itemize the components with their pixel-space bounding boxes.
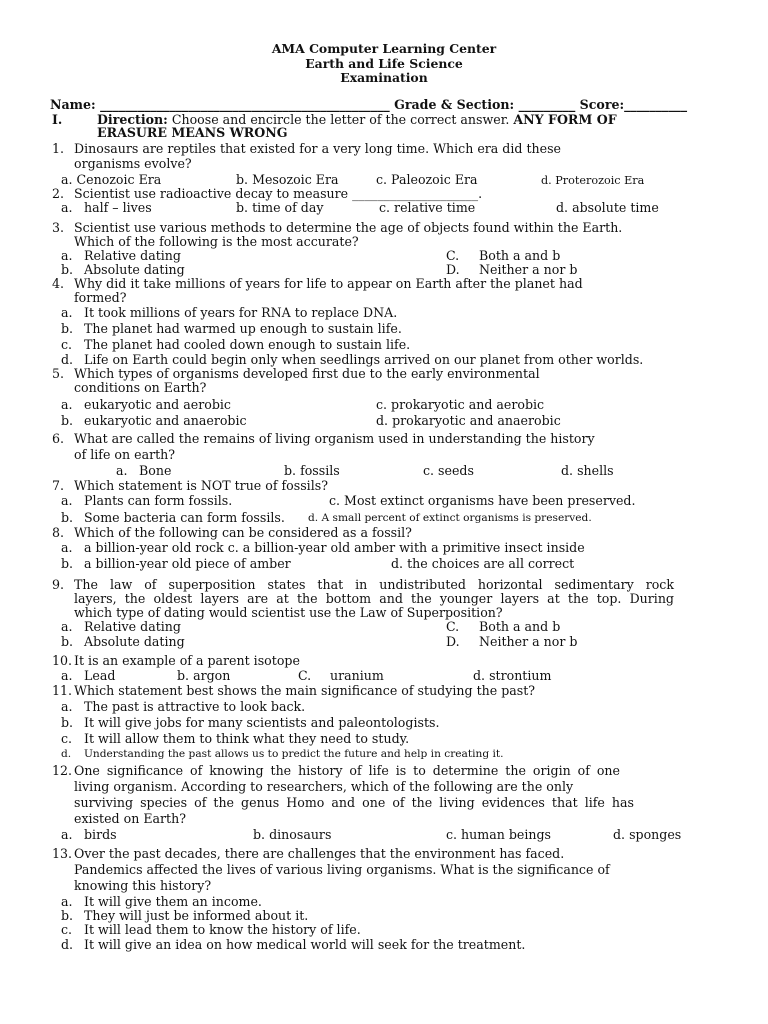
subject-name: Earth and Life Science <box>305 56 463 71</box>
question-text: Which of the following is the most accurate? <box>74 234 359 249</box>
choice-c[interactable]: uranium <box>330 668 384 683</box>
question-number: 3. <box>52 220 65 235</box>
question-number: 13. <box>52 846 73 861</box>
choice-b[interactable]: It will give jobs for many scientists and paleontologists. <box>84 715 440 730</box>
choice-c[interactable]: c. Most extinct organisms have been preserved. <box>329 493 636 508</box>
choice-d[interactable]: Neither a nor b <box>479 262 578 277</box>
choice-d[interactable]: Understanding the past allows us to predict the future and help in creating it. <box>84 748 504 760</box>
choice-d[interactable]: d. strontium <box>473 668 552 683</box>
choice-c[interactable]: It will lead them to know the history of life. <box>84 922 361 937</box>
choice-a[interactable]: Bone <box>139 463 172 478</box>
choice-a[interactable]: a. Cenozoic Era <box>61 172 162 187</box>
choice-letter: a. <box>61 668 73 683</box>
choice-b[interactable]: eukaryotic and anaerobic <box>84 413 247 428</box>
warning-text-1: ANY FORM OF <box>513 112 617 127</box>
choice-letter: b. <box>61 556 74 571</box>
choice-letter: a. <box>61 397 73 412</box>
info-line <box>50 97 687 112</box>
choice-d[interactable]: d. prokaryotic and anaerobic <box>376 413 561 428</box>
choice-b[interactable]: b. argon <box>177 668 231 683</box>
choice-letter: a. <box>116 463 128 478</box>
choice-c[interactable]: The planet had cooled down enough to sustain life. <box>84 337 411 352</box>
question-text: conditions on Earth? <box>74 380 207 395</box>
question-number: 12. <box>52 763 73 778</box>
choice-b[interactable]: b. fossils <box>284 463 340 478</box>
grade-blank[interactable]: _________ <box>518 97 576 112</box>
choice-b[interactable]: The planet had warmed up enough to sustain life. <box>84 321 402 336</box>
name-label: Name: <box>50 97 96 112</box>
choice-a[interactable]: Plants can form fossils. <box>84 493 233 508</box>
choice-letter: D. <box>446 262 460 277</box>
question-number: 2. <box>52 186 65 201</box>
choice-letter: a. <box>61 827 73 842</box>
question-number: 5. <box>52 366 65 381</box>
choice-c[interactable]: Both a and b <box>479 248 561 263</box>
score-blank[interactable]: __________ <box>624 97 688 112</box>
choice-letter: b. <box>61 413 74 428</box>
choice-c[interactable]: c. relative time <box>379 200 476 215</box>
choice-letter: b. <box>61 262 74 277</box>
choice-a[interactable]: Relative dating <box>84 248 181 263</box>
choice-letter: d. <box>61 748 72 760</box>
warning-text-2: ERASURE MEANS WRONG <box>97 125 288 140</box>
choice-b[interactable]: Absolute dating <box>84 634 185 649</box>
question-text: Which types of organisms developed first due to the early environmental <box>74 366 540 381</box>
question-text: The law of superposition states that in undistributed horizontal sedimentary rock <box>74 577 674 592</box>
choice-letter: d. <box>61 937 74 952</box>
question-text: which type of dating would scientist use the Law of Superposition? <box>74 605 503 620</box>
choice-letter: C. <box>446 248 460 263</box>
choice-letter: a. <box>61 305 73 320</box>
question-text: Which of the following can be considered as a fossil? <box>74 525 412 540</box>
choice-a[interactable]: Lead <box>84 668 116 683</box>
question-text: Dinosaurs are reptiles that existed for a very long time. Which era did these <box>74 141 561 156</box>
choice-d[interactable]: d. Proterozoic Era <box>541 174 645 187</box>
question-text: Which statement best shows the main significance of studying the past? <box>74 683 536 698</box>
question-text: organisms evolve? <box>74 156 192 171</box>
direction-text: Choose and encircle the letter of the correct answer. <box>171 112 510 127</box>
choice-d[interactable]: d. shells <box>561 463 614 478</box>
question-number: 6. <box>52 431 65 446</box>
choice-letter: c. <box>61 731 73 746</box>
question-number: 4. <box>52 276 65 291</box>
choice-a[interactable]: half – lives <box>84 200 152 215</box>
choice-c[interactable]: c. human beings <box>446 827 552 842</box>
choice-letter: b. <box>61 634 74 649</box>
choice-b[interactable]: b. dinosaurs <box>253 827 332 842</box>
grade-label: Grade & Section: <box>394 97 515 112</box>
choice-a[interactable]: The past is attractive to look back. <box>84 699 306 714</box>
question-number: 10. <box>52 653 73 668</box>
choice-c[interactable]: c. Paleozoic Era <box>376 172 478 187</box>
choice-letter: a. <box>61 200 73 215</box>
school-name: AMA Computer Learning Center <box>271 41 497 56</box>
choice-letter: b. <box>61 715 74 730</box>
choice-letter: b. <box>61 908 74 923</box>
choice-d[interactable]: d. sponges <box>613 827 682 842</box>
direction-label: Direction: <box>97 112 168 127</box>
choice-letter: D. <box>446 634 460 649</box>
section-numeral: I. <box>52 112 63 127</box>
choice-b[interactable]: Absolute dating <box>84 262 185 277</box>
question-text: Why did it take millions of years for life to appear on Earth after the planet had <box>74 276 583 291</box>
question-text: living organism. According to researchers, which of the following are the only <box>74 779 574 794</box>
question-number: 8. <box>52 525 65 540</box>
question-text: What are called the remains of living organism used in understanding the history <box>74 431 595 446</box>
choice-d[interactable]: Life on Earth could begin only when seedlings arrived on our planet from other worlds. <box>84 352 644 367</box>
choice-b[interactable]: a billion-year old piece of amber <box>84 556 291 571</box>
choice-a[interactable]: a billion-year old rock c. a billion-year old amber with a primitive insect inside <box>84 540 585 555</box>
choice-b[interactable]: b. Mesozoic Era <box>236 172 339 187</box>
choice-a[interactable]: birds <box>84 827 117 842</box>
name-blank[interactable]: ______________________________________________ <box>100 97 390 112</box>
question-text: knowing this history? <box>74 878 212 893</box>
choice-d[interactable]: d. the choices are all correct <box>391 556 575 571</box>
exam-title: Examination <box>340 70 428 85</box>
choice-d[interactable]: It will give an idea on how medical world will seek for the treatment. <box>84 937 526 952</box>
score-label: Score: <box>579 97 625 112</box>
question-text: existed on Earth? <box>74 811 186 826</box>
choice-a[interactable]: eukaryotic and aerobic <box>84 397 231 412</box>
question-number: 9. <box>52 577 65 592</box>
choice-letter: a. <box>61 699 73 714</box>
question-text: layers, the oldest layers are at the bottom and the younger layers at the top. During <box>74 591 674 606</box>
choice-b[interactable]: Some bacteria can form fossils. <box>84 510 285 525</box>
question-number: 1. <box>52 141 65 156</box>
question-text: Over the past decades, there are challenges that the environment has faced. <box>74 846 565 861</box>
choice-d[interactable]: d. A small percent of extinct organisms is preserved. <box>308 512 592 524</box>
question-text: One significance of knowing the history of life is to determine the origin of one <box>74 763 620 778</box>
choice-d[interactable]: d. absolute time <box>556 200 659 215</box>
choice-d[interactable]: Neither a nor b <box>479 634 578 649</box>
choice-a[interactable]: Relative dating <box>84 619 181 634</box>
choice-c[interactable]: c. seeds <box>423 463 474 478</box>
question-text: surviving species of the genus Homo and one of the living evidences that life has <box>74 795 634 810</box>
choice-a[interactable]: It will give them an income. <box>84 894 262 909</box>
choice-letter: b. <box>61 510 74 525</box>
choice-c[interactable]: c. prokaryotic and aerobic <box>376 397 545 412</box>
choice-letter: a. <box>61 248 73 263</box>
choice-b[interactable]: They will just be informed about it. <box>84 908 309 923</box>
question-text: of life on earth? <box>74 447 176 462</box>
choice-letter: C. <box>298 668 312 683</box>
choice-b[interactable]: b. time of day <box>236 200 324 215</box>
question-number: 11. <box>52 683 73 698</box>
choice-letter: d. <box>61 352 74 367</box>
question-text: Which statement is NOT true of fossils? <box>74 478 328 493</box>
question-text: Scientist use radioactive decay to measure ____________________. <box>74 186 483 201</box>
choice-letter: C. <box>446 619 460 634</box>
choice-letter: b. <box>61 321 74 336</box>
choice-letter: a. <box>61 619 73 634</box>
question-text: formed? <box>74 290 127 305</box>
choice-letter: a. <box>61 540 73 555</box>
choice-letter: c. <box>61 922 73 937</box>
question-text: Scientist use various methods to determine the age of objects found within the Earth. <box>74 220 623 235</box>
choice-letter: a. <box>61 493 73 508</box>
choice-c[interactable]: It will allow them to think what they need to study. <box>84 731 410 746</box>
choice-letter: c. <box>61 337 73 352</box>
choice-letter: a. <box>61 894 73 909</box>
choice-c[interactable]: Both a and b <box>479 619 561 634</box>
question-text: Pandemics affected the lives of various living organisms. What is the significance of <box>74 862 610 877</box>
question-text: It is an example of a parent isotope <box>74 653 300 668</box>
choice-a[interactable]: It took millions of years for RNA to replace DNA. <box>84 305 398 320</box>
question-number: 7. <box>52 478 65 493</box>
